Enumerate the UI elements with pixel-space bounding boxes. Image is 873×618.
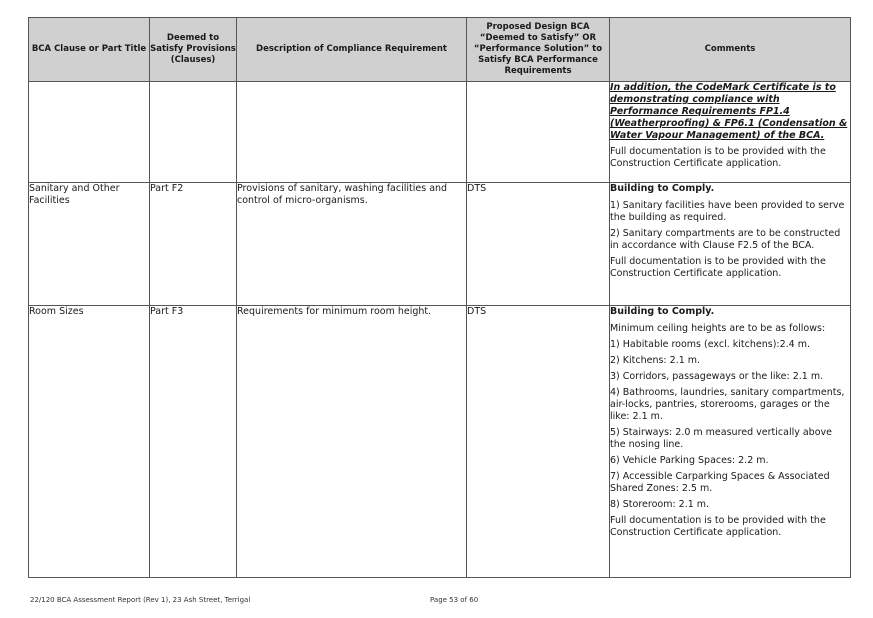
header-row bbox=[29, 18, 851, 82]
codemark-note: In addition, the CodeMark Certificate is to demonstrating compliance with Performance Requirements FP1.4 (Weatherproofing) & FP6.1 (Condensation & Water Vapour Management) of the BCA. bbox=[610, 82, 848, 141]
proposed-cell: DTS bbox=[467, 306, 610, 578]
table-row bbox=[29, 183, 851, 306]
comments-cell bbox=[610, 306, 851, 578]
comment-item: 2) Kitchens: 2.1 m. bbox=[610, 355, 701, 366]
header-dts: Deemed to Satisfy Provisions (Clauses) bbox=[150, 18, 237, 82]
comment-heading: Building to Comply. bbox=[610, 306, 715, 317]
comment-item: 2) Sanitary compartments are to be constructed in accordance with Clause F2.5 of the BCA. bbox=[610, 228, 841, 251]
comment-item: 1) Habitable rooms (excl. kitchens):2.4 m. bbox=[610, 339, 811, 350]
documentation-note: Full documentation is to be provided with the Construction Certificate application. bbox=[610, 146, 826, 169]
header-comments: Comments bbox=[610, 18, 851, 82]
bca-assessment-table bbox=[28, 17, 851, 578]
part-cell: Part F2 bbox=[150, 183, 237, 306]
comment-heading: Building to Comply. bbox=[610, 183, 715, 194]
footer-page-number: Page 53 of 60 bbox=[430, 596, 479, 604]
empty-cell bbox=[150, 82, 237, 183]
clause-cell: Sanitary and Other Facilities bbox=[29, 183, 150, 306]
description-cell: Requirements for minimum room height. bbox=[237, 306, 467, 578]
empty-cell bbox=[467, 82, 610, 183]
comment-item: 5) Stairways: 2.0 m measured vertically above the nosing line. bbox=[610, 427, 832, 450]
comments-cell bbox=[610, 82, 851, 183]
clause-cell: Room Sizes bbox=[29, 306, 150, 578]
empty-cell bbox=[237, 82, 467, 183]
comment-item: Full documentation is to be provided with the Construction Certificate application. bbox=[610, 256, 826, 279]
comment-item: 8) Storeroom: 2.1 m. bbox=[610, 499, 710, 510]
table-row bbox=[29, 82, 851, 183]
part-cell: Part F3 bbox=[150, 306, 237, 578]
comment-item: 4) Bathrooms, laundries, sanitary compartments, air-locks, pantries, storerooms, garages or the like: 2.1 m. bbox=[610, 387, 845, 422]
header-description: Description of Compliance Requirement bbox=[237, 18, 467, 82]
description-cell: Provisions of sanitary, washing facilities and control of micro-organisms. bbox=[237, 183, 467, 306]
empty-cell bbox=[29, 82, 150, 183]
header-clause: BCA Clause or Part Title bbox=[29, 18, 150, 82]
header-proposed: Proposed Design BCA “Deemed to Satisfy” OR “Performance Solution” to Satisfy BCA Performance Requirements bbox=[467, 18, 610, 82]
comment-item: Full documentation is to be provided with the Construction Certificate application. bbox=[610, 515, 826, 538]
comment-intro: Minimum ceiling heights are to be as follows: bbox=[610, 323, 826, 334]
proposed-cell: DTS bbox=[467, 183, 610, 306]
comment-item: 1) Sanitary facilities have been provided to serve the building as required. bbox=[610, 200, 845, 223]
comment-item: 3) Corridors, passageways or the like: 2.1 m. bbox=[610, 371, 824, 382]
table-row bbox=[29, 306, 851, 578]
comments-cell bbox=[610, 183, 851, 306]
comment-item: 7) Accessible Carparking Spaces & Associated Shared Zones: 2.5 m. bbox=[610, 471, 830, 494]
footer-report-title: 22/120 BCA Assessment Report (Rev 1), 23 Ash Street, Terrigal bbox=[30, 596, 251, 604]
comment-item: 6) Vehicle Parking Spaces: 2.2 m. bbox=[610, 455, 769, 466]
